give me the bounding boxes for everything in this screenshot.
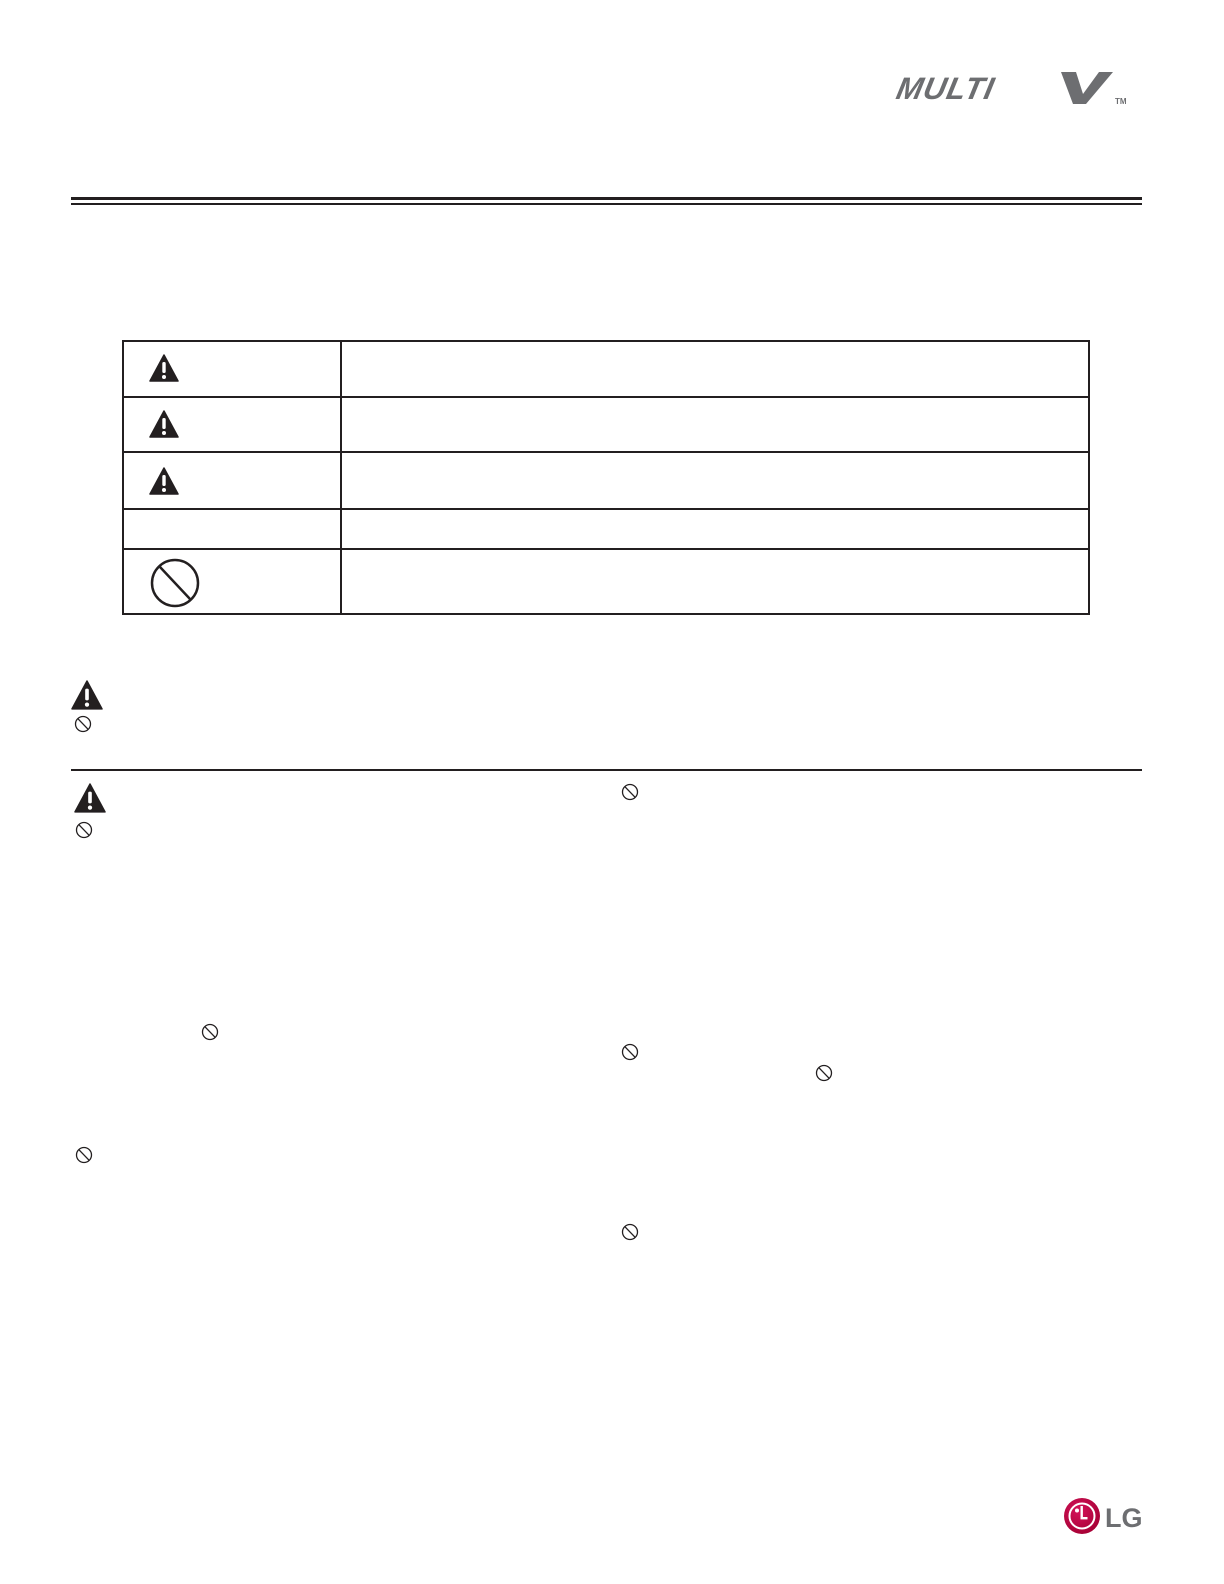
signal-word-table <box>122 340 1090 615</box>
svg-text:TM: TM <box>1115 97 1127 106</box>
svg-text:MULTI: MULTI <box>893 71 999 106</box>
section-divider <box>71 769 1142 771</box>
title-rule-thick <box>71 197 1142 200</box>
lg-logo <box>1063 1496 1145 1536</box>
warning-triangle-icon <box>149 410 179 438</box>
signal-description-cell <box>344 550 1088 613</box>
signal-label-cell <box>124 453 342 508</box>
prohibition-icon <box>621 783 639 801</box>
warning-triangle-icon <box>71 680 103 710</box>
table-row <box>124 342 1088 398</box>
table-row <box>124 453 1088 510</box>
prohibition-icon <box>201 1023 219 1041</box>
warning-triangle-icon <box>74 783 106 813</box>
signal-description-cell <box>344 453 1088 508</box>
signal-label-cell <box>124 550 342 613</box>
table-row <box>124 550 1088 613</box>
prohibition-icon <box>621 1043 639 1061</box>
signal-description-cell <box>344 510 1088 548</box>
svg-text:LG: LG <box>1105 1503 1143 1533</box>
prohibition-icon <box>75 1146 93 1164</box>
signal-description-cell <box>344 398 1088 451</box>
signal-label-cell <box>124 510 342 548</box>
prohibition-icon <box>621 1223 639 1241</box>
prohibition-icon <box>149 557 201 609</box>
warning-triangle-icon <box>149 467 179 495</box>
multi-v-logo <box>893 70 1143 106</box>
table-row <box>124 510 1088 550</box>
signal-description-cell <box>344 342 1088 396</box>
prohibition-icon <box>815 1064 833 1082</box>
title-rule-thin <box>71 203 1142 205</box>
prohibition-icon <box>74 715 92 733</box>
signal-label-cell <box>124 398 342 451</box>
warning-triangle-icon <box>149 354 179 382</box>
prohibition-icon <box>75 821 93 839</box>
table-row <box>124 398 1088 453</box>
signal-label-cell <box>124 342 342 396</box>
